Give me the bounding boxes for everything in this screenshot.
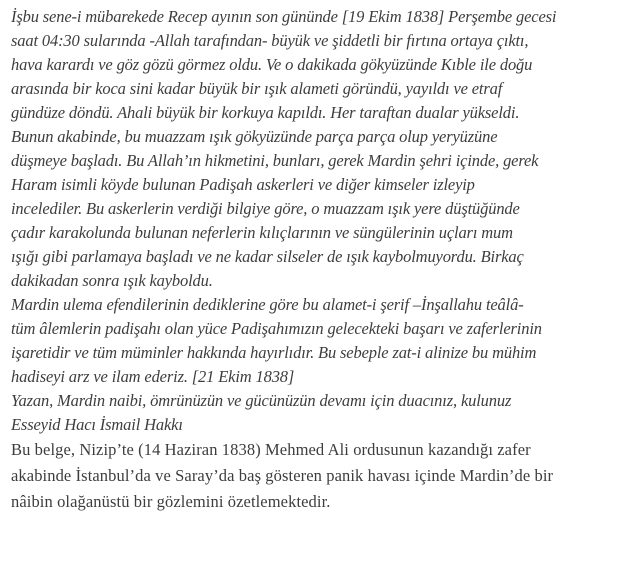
text-line: düşmeye başladı. Bu Allah’ın hikmetini, bunları, gerek Mardin şehri içinde, gerek [11,151,539,170]
text-line: incelediler. Bu askerlerin verdiği bilgiye göre, o muazzam ışık yere düştüğünde [11,199,520,218]
text-line: saat 04:30 sularında -Allah tarafından- büyük ve şiddetli bir fırtına ortaya çıktı, [11,31,529,50]
editor-note-paragraph [11,437,622,515]
report-paragraph-ulema-interpretation [11,293,622,389]
text-line: Esseyid Hacı İsmail Hakkı [11,415,183,434]
text-line: dakikadan sonra ışık kayboldu. [11,271,213,290]
text-line: Yazan, Mardin naibi, ömrünüzün ve gücünüzün devamı için duacınız, kulunuz [11,391,512,410]
signature-paragraph [11,389,622,437]
report-paragraph-main [11,5,622,293]
text-line: ışığı gibi parlamaya başladı ve ne kadar silseler de ışık kaybolmuyordu. Birkaç [11,247,524,266]
text-line: İşbu sene-i mübarekede Recep ayının son gününde [19 Ekim 1838] Perşembe gecesi [11,7,557,26]
text-line: tüm âlemlerin padişahı olan yüce Padişahımızın gelecekteki başarı ve zaferlerinin [11,319,542,338]
text-line: hava karardı ve göz gözü görmez oldu. Ve o dakikada gökyüzünde Kıble ile doğu [11,55,533,74]
text-line: gündüze döndü. Ahali büyük bir korkuya kapıldı. Her taraftan dualar yükseldi. [11,103,520,122]
text-line: Bu belge, Nizip’te (14 Haziran 1838) Mehmed Ali ordusunun kazandığı zafer [11,440,531,459]
text-line: nâibin olağanüstü bir gözlemini özetlemektedir. [11,492,331,511]
text-line: hadiseyi arz ve ilam ederiz. [21 Ekim 1838] [11,367,295,386]
text-line: Bunun akabinde, bu muazzam ışık gökyüzünde parça parça olup yeryüzüne [11,127,498,146]
text-line: işaretidir ve tüm müminler hakkında hayırlıdır. Bu sebeple zat-i alinize bu mühim [11,343,537,362]
text-line: Haram isimli köyde bulunan Padişah askerleri ve diğer kimseler izleyip [11,175,475,194]
text-line: Mardin ulema efendilerinin dediklerine göre bu alamet-i şerif –İnşallahu teâlâ- [11,295,524,314]
text-line: çadır karakolunda bulunan neferlerin kılıçlarının ve süngülerinin uçları mum [11,223,513,242]
text-line: akabinde İstanbul’da ve Saray’da baş gösteren panik havası içinde Mardin’de bir [11,466,554,485]
text-line: arasında bir koca sini kadar büyük bir ışık alameti göründü, yayıldı ve etraf [11,79,503,98]
